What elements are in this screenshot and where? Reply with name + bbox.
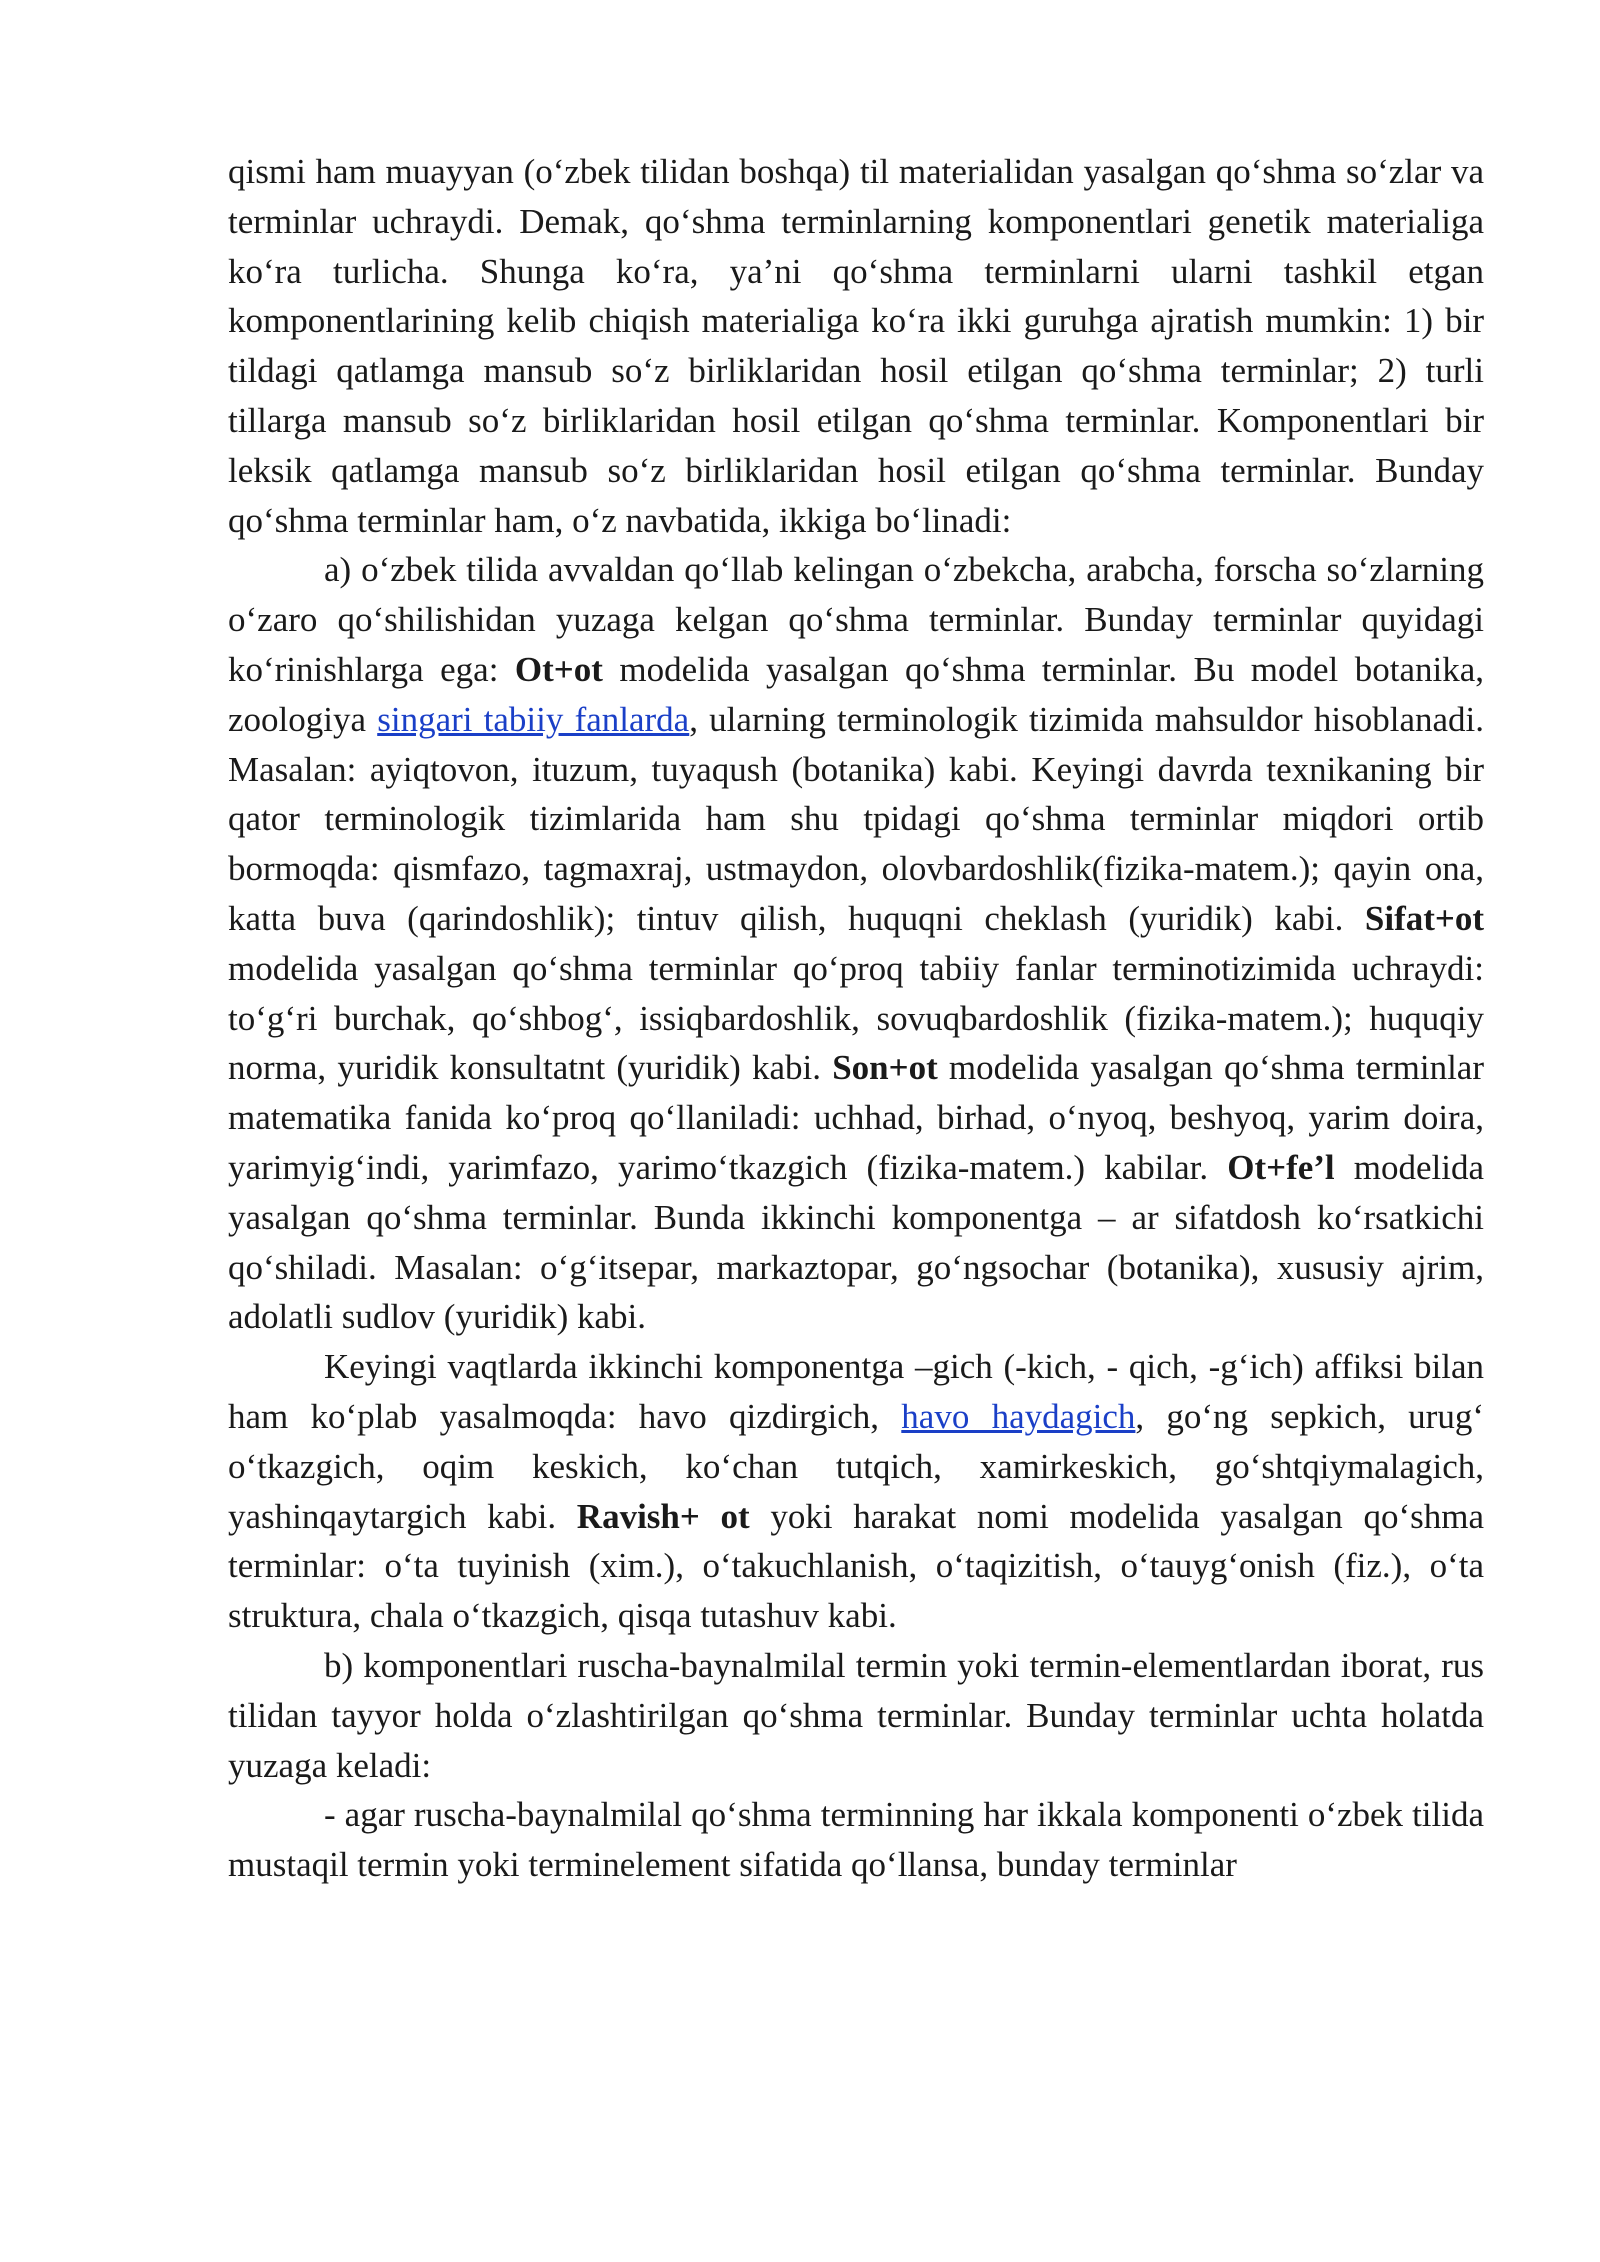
paragraph-3-text-2: , go‘ng sepkich, urug‘ o‘tkazgich, oqim keskich, ko‘chan tutqich, xamirkeskich, go‘shtqiymalagich, yashinqaytargich kabi.: [228, 1396, 1484, 1536]
paragraph-3: [228, 1342, 1484, 1641]
paragraph-1: [228, 147, 1484, 545]
paragraph-2-text-3: , ularning terminologik tizimida mahsuldor hisoblanadi. Masalan: ayiqtovon, ituzum, tuyaqush (botanika) kabi. Keyingi davrda texnikaning bir qator terminologik tizimlarida ham shu tpidagi qo‘shma terminlar miqdori ortib bormoqda: qismfazo, tagmaxraj, ustmaydon, olovbardoshlik(fizika-matem.); qayin ona, katta buva (qarindoshlik); tintuv qilish, huquqni cheklash (yuridik) kabi.: [228, 699, 1484, 938]
model-term-ot-ot: Ot+ot: [514, 649, 603, 689]
paragraph-1-text: qismi ham muayyan (o‘zbek tilidan boshqa) til materialidan yasalgan qo‘shma so‘zlar va terminlar uchraydi. Demak, qo‘shma terminlarning komponentlari genetik materialiga ko‘ra turlicha. Shunga ko‘ra, ya’ni qo‘shma terminlarni ularni tashkil etgan komponentlarining kelib chiqish materialiga ko‘ra ikki guruhga ajratish mumkin: 1) bir tildagi qatlamga mansub so‘z birliklaridan hosil etilgan qo‘shma terminlar; 2) turli tillarga mansub so‘z birliklaridan hosil etilgan qo‘shma terminlar. Komponentlari bir leksik qatlamga mansub so‘z birliklaridan hosil etilgan qo‘shma terminlar. Bunday qo‘shma terminlar ham, o‘z navbatida, ikkiga bo‘linadi:: [228, 152, 1484, 540]
paragraph-3-text-3: yoki harakat nomi modelida yasalgan qo‘shma terminlar: o‘ta tuyinish (xim.), o‘takuchlanish, o‘taqizitish, o‘tauyg‘onish (fiz.), o‘ta struktura, chala o‘tkazgich, qisqa tutashuv kabi.: [228, 1496, 1485, 1636]
link-singari-tabiiy-fanlarda[interactable]: singari tabiiy fanlarda: [377, 699, 690, 739]
paragraph-5: [228, 1790, 1484, 1890]
document-page: [228, 147, 1484, 1890]
paragraph-2-text-5: modelida yasalgan qo‘shma terminlar matematika fanida ko‘proq qo‘llaniladi: uchhad, birhad, o‘nyoq, beshyoq, yarim doira, yarimyig‘indi, yarimfazo, yarimo‘tkazgich (fizika-matem.) kabilar.: [228, 1048, 1484, 1187]
paragraph-4-text: b) komponentlari ruscha-baynalmilal termin yoki termin-elementlardan iborat, rus tilidan tayyor holda o‘zlashtirilgan qo‘shma terminlar. Bunday terminlar uchta holatda yuzaga keladi:: [228, 1645, 1484, 1785]
model-term-ot-fel: Ot+fe’l: [1227, 1147, 1335, 1187]
paragraph-5-text: - agar ruscha-baynalmilal qo‘shma terminning har ikkala komponenti o‘zbek tilida mustaqil termin yoki terminelement sifatida qo‘llansa, bunday terminlar: [228, 1795, 1484, 1885]
paragraph-3-text-1: Keyingi vaqtlarda ikkinchi komponentga –gich (-kich, - qich, -g‘ich) affiksi bilan ham ko‘plab yasalmoqda: havo qizdirgich,: [228, 1347, 1484, 1436]
paragraph-2-text-2: modelida yasalgan qo‘shma terminlar. Bu model botanika, zoologiya: [228, 649, 1484, 739]
paragraph-2-text-1: a) o‘zbek tilida avvaldan qo‘llab kelingan o‘zbekcha, arabcha, forscha so‘zlarning o‘zaro qo‘shilishidan yuzaga kelgan qo‘shma terminlar. Bunday terminlar quyidagi ko‘rinishlarga ega:: [228, 550, 1484, 689]
model-term-sifat-ot: Sifat+ot: [1364, 898, 1484, 938]
model-term-ravish-ot: Ravish+ ot: [576, 1496, 750, 1536]
paragraph-4: [228, 1641, 1484, 1790]
paragraph-2-text-4: modelida yasalgan qo‘shma terminlar qo‘proq tabiiy fanlar terminotizimida uchraydi: to‘g‘ri burchak, qo‘shbog‘, issiqbardoshlik, sovuqbardoshlik (fizika-matem.); huquqiy norma, yuridik konsultatnt (yuridik) kabi.: [228, 948, 1484, 1088]
model-term-son-ot: Son+ot: [832, 1048, 938, 1088]
paragraph-2: [228, 545, 1484, 1342]
link-havo-haydagich[interactable]: havo haydagich: [901, 1396, 1136, 1436]
paragraph-2-text-6: modelida yasalgan qo‘shma terminlar. Bunda ikkinchi komponentga – ar sifatdosh ko‘rsatkichi qo‘shiladi. Masalan: o‘g‘itsepar, markaztopar, go‘ngsochar (botanika), xususiy ajrim, adolatli sudlov (yuridik) kabi.: [228, 1147, 1485, 1337]
